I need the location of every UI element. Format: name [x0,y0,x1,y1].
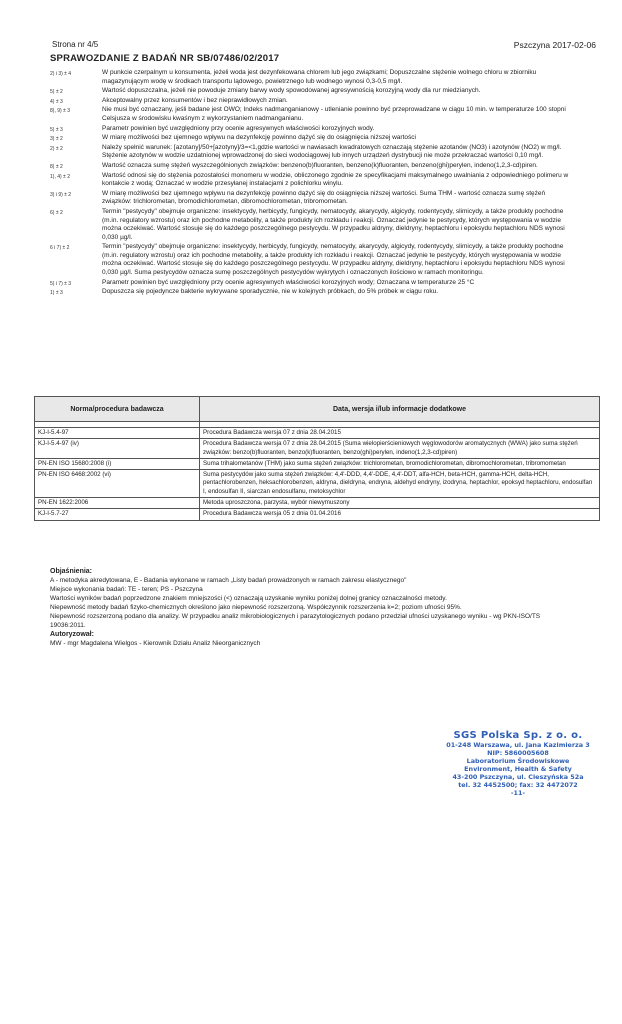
stamp-line: -11- [510,789,526,797]
table-row [35,498,600,509]
note-item [50,106,570,123]
legend-heading: Objaśnienia: [50,568,93,575]
note-text: Dopuszcza się pojedyncze bakterie wykrywane sporadycznie, nie w kolejnych próbkach, do 5% próbek w ciągu roku. [102,288,439,296]
note-item [50,288,570,297]
note-item [50,87,570,96]
stamp-company: SGS Polska Sp. z o. o. [453,730,583,741]
info-cell: Procedura Badawcza wersja 07 z dnia 28.04.2015 (Suma wielopierścieniowych węglowodorów aromatycznych (WWA) jako suma stężeń związków: benzo(b)fluoranten, benzo(k)fluoranten, benzo(ghi)perylen, indeno(1,2,3-cd)piren) [200,439,600,459]
table-row [35,428,600,439]
note-ref: 1) ± 3 [50,290,63,297]
stamp-line: 43-200 Pszczyna, ul. Cieszyńska 52a [452,773,584,781]
note-text: Należy spełnić warunek: [azotany]/50+[azotyny]/3=<1,gdzie wartości w nawiasach kwadratowych oznaczają stężenie azotanów (NO3) i azotynów (NO2) w mg/l. Stężenie azotynów w wodzie uzdatnionej wprowadzonej do sieci wodociągowej lub innych urządzeń dystrybucji nie może przekraczać wartości 0,10 mg/l. [102,143,562,160]
column-header-info: Data, wersja i/lub informacje dodatkowe [200,397,600,422]
legend-line: A - metodyka akredytowana, E - Badania wykonane w ramach „Listy badań prowadzonych w ramach zakresu elastycznego" [50,577,407,584]
note-item [50,208,570,242]
note-text: Akceptowalny przez konsumentów i bez nieprawidłowych zmian. [102,96,288,104]
norm-cell: PN-EN ISO 6468:2002 (vi) [35,470,200,498]
note-ref: 2) i 3) ± 4 [50,71,72,77]
column-header-norm: Norma/procedura badawcza [35,397,200,422]
norm-cell: KJ-I-5.4-97 (iv) [35,439,200,459]
note-ref: 6 i 7) ± 2 [50,245,70,252]
norm-cell: PN-EN ISO 15680:2008 (i) [35,458,200,469]
stamp-line: Laboratorium Środowiskowe [466,757,570,765]
note-text: Wartość dopuszczalna, jeżeli nie powoduje zmiany barwy wody spowodowanej agresywnością korozyjną wody dla rur miedzianych. [102,87,481,95]
authorized-by: MW - mgr Magdalena Wielgos - Kierownik Działu Analiz Nieorganicznych [50,640,261,647]
note-ref: 5) ± 2 [50,89,63,96]
stamp-line: tel. 32 4452500; fax: 32 4472072 [458,781,578,789]
note-text: W miarę możliwości bez ujemnego wpływu na dezynfekcję powinno dążyć się do osiągnięcia niższej wartości. Suma THM - wartość oznacza sumę stężeń związków: trichlorometan, bromodichlorometan, dibromochlorometan, tribromometan. [102,189,546,206]
note-ref: 3) i 9) ± 2 [50,191,72,198]
note-item [50,69,570,86]
page-number: Strona nr 4/5 [52,40,99,49]
note-item [50,125,570,134]
note-item [50,162,570,171]
table-row [35,509,600,520]
note-text: Wartość oznacza sumę stężeń wyszczególnionych związków: benzeno(b)fluoranten, benzeno(k)fluoranten, benzeno(ghi)perylen, indeno(1,2,3-cd)piren. [102,161,538,169]
legend-line: Miejsce wykonania badań: TE - teren; PS - Pszczyna [50,586,203,593]
city-date: Pszczyna 2017-02-06 [513,40,596,50]
info-cell: Procedura Badawcza wersja 05 z dnia 01.04.2016 [200,509,600,520]
table-header-row [35,397,600,422]
stamp-line: NIP: 5860005608 [487,749,549,757]
info-cell: Suma pestycydów jako suma stężeń związków: 4,4'-DDD, 4,4'-DDE, 4,4'-DDT, alfa-HCH, beta-HCH, gamma-HCH, delta-HCH, pentachlorobenzen, heksachlorobenzen, aldryna, dieldryna, endryna, aldehyd endryny, izodryna, heptachlor, epoksyd heptachloru, endosulfan I, endosulfan II, siarczan endosulfanu, metoksychlor [200,470,600,498]
norm-cell: PN-EN 1622:2006 [35,498,200,509]
norm-cell: KJ-I-5.7-27 [35,509,200,520]
report-title: SPRAWOZDANIE Z BADAŃ NR SB/07486/02/2017 [50,53,280,64]
note-text: Wartość odnosi się do stężenia pozostałości monomeru w wodzie, obliczonego zgodnie ze specyfikacjami maksymalnego uwalniania z odpowiedniego polimeru w kontakcie z wodą; Oznaczać w wodzie przesyłanej instalacjami z polichlorku winylu. [102,171,569,188]
note-item [50,134,570,143]
stamp-line: 01-248 Warszawa, ul. Jana Kazimierza 3 [446,741,590,749]
note-ref: 2) ± 2 [50,145,63,152]
table-row [35,470,600,498]
stamp-line: Environment, Health & Safety [464,765,572,773]
note-item [50,243,570,277]
note-ref: 8) ± 2 [50,163,63,170]
notes-list [50,69,570,298]
note-text: Termin "pestycydy" obejmuje organiczne: insektycydy, herbicydy, fungicydy, nematocydy, akarycydy, algicydy, rodentycydy, slimicydy, a także produkty pochodne (m.in. regulatory wzrostu) oraz ich pochodne metabolity, a także produkty ich rozkładu i reakcji. Oznaczać jedynie te pestycydy, których występowania w wodzie można oczekiwać. Wartość stosuje się do każdego poszczególnego pestycydu. W przypadku aldryny, dieldryny, heptachloru i epoksydu heptachloru NDS wynosi 0,030 µg/l. Suma pestycydów oznacza sumę poszczególnych pestycydów wykrytych i oznaczonych ilościowo w ramach monitoringu. [102,243,565,277]
note-text: W punkcie czerpalnym u konsumenta, jeżeli woda jest dezynfekowana chlorem lub jego związkami; Dopuszczalne stężenie wolnego chloru w zbiorniku magazynującym wodę w środkach transportu lądowego, powietrznego lub wodnego wynosi 0,3-0,5 mg/l. [102,69,537,85]
legend-section [50,567,570,648]
info-cell: Suma trihalometanów (THM) jako suma stężeń związków: trichlorometan, bromodichlorometan, dibromochlorometan, tribromometan [200,458,600,469]
note-ref: 6) ± 2 [50,209,63,216]
note-ref: 8), 9) ± 3 [50,108,70,115]
note-text: Nie musi być oznaczany, jeśli badane jest OWO; Indeks nadmanganianowy - utlenianie powinno być przeprowadzane w ciągu 10 min. w temperaturze 100 stopni Celsjusza w środowisku kwaśnym z wykorzystaniem nadmanganianu. [102,106,566,122]
note-text: Parametr powinien być uwzględniony przy ocenie agresywnych właściwości korozyjnych wody; Oznaczana w temperaturze 25 °C [102,278,475,286]
note-text: Termin "pestycydy" obejmuje organiczne: insektycydy, herbicydy, fungicydy, nematocydy, akarycydy, algicydy, rodentycydy, slimicydy, a także produkty pochodne (m.in. regulatory wzrostu) oraz ich pochodne metabolity, a także produkty ich rozkładu i reakcji. Oznaczać jedynie te pestycydy, których występowania w wodzie można oczekiwać. Wartość stosuje się do każdego poszczególnego pestycydu. W przypadku aldryny, dieldryny, heptachloru i epoksydu heptachloru NDS wynosi 0,030 µg/l. [102,207,565,241]
info-cell: Metoda uproszczona, parzysta, wybór niewymuszony [200,498,600,509]
note-text: W miarę możliwości bez ujemnego wpływu na dezynfekcję powinno dążyć się do osiągnięcia niższej wartości [102,134,416,142]
norm-cell: KJ-I-5.4-97 [35,428,200,439]
note-item [50,172,570,189]
note-item [50,144,570,161]
note-ref: 5) i 7) ± 3 [50,280,72,287]
note-item [50,190,570,207]
note-text: Parametr powinien być uwzględniony przy ocenie agresywnych właściwości korozyjnych wody. [102,124,375,132]
legend-line: Niepewność rozszerzoną podano dla analizy. W przypadku analiz mikrobiologicznych i parazytologicznych podano przedział ufności uzyskanego wyniku - wg PKN-ISO/TS 19036:2011. [50,613,541,629]
note-ref: 3) ± 2 [50,136,63,143]
methods-table [34,396,600,521]
table-row [35,458,600,469]
note-item [50,97,570,106]
table-row [35,439,600,459]
legend-line: Niepewność metody badań fizyko-chemicznych określono jako niepewność rozszerzoną. Współczynnik rozszerzenia k=2; poziom ufności 95%. [50,604,462,611]
note-ref: 5) ± 3 [50,126,63,133]
authorized-heading: Autoryzował: [50,631,94,638]
note-item [50,279,570,288]
info-cell: Procedura Badawcza wersja 07 z dnia 28.04.2015 [200,428,600,439]
company-stamp [418,730,618,797]
note-ref: 4) ± 3 [50,98,63,105]
legend-line: Wartości wyników badań poprzedzone znakiem mniejszości (<) oznaczają uzyskanie wyniku poniżej dolnej granicy oznaczalności metody. [50,595,447,602]
note-ref: 1), 4) ± 2 [50,173,70,180]
